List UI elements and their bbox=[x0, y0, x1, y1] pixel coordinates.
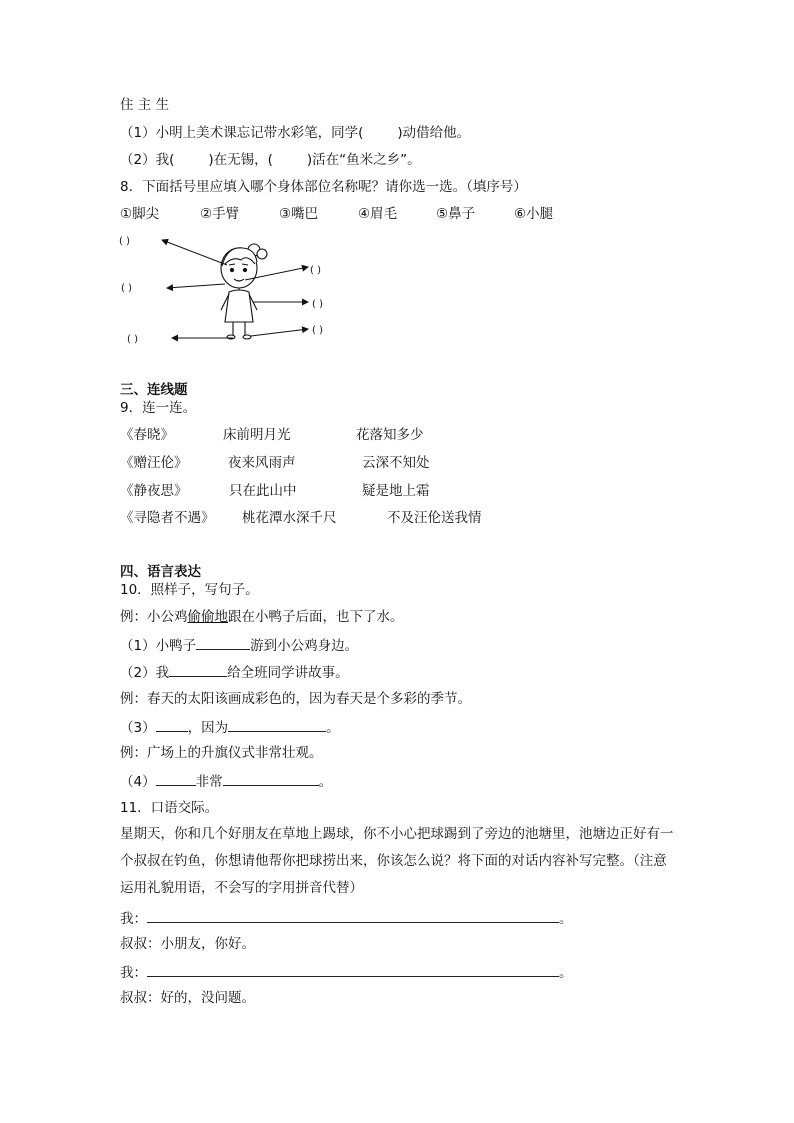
l4-text-a: （4） bbox=[120, 774, 156, 790]
second-line-3: 疑是地上霜 bbox=[362, 483, 430, 499]
bracket-1: ( ) bbox=[119, 236, 130, 247]
q7-s2-text-b: )在无锡，( bbox=[208, 152, 273, 168]
poem-title-2: 《赠汪伦》 bbox=[120, 455, 188, 471]
q8-option-5: ⑤鼻子 bbox=[436, 206, 476, 222]
q10-example-2: 例：春天的太阳该画成彩色的，因为春天是个多彩的季节。 bbox=[120, 691, 471, 707]
l3-text-a: （3） bbox=[120, 720, 156, 736]
arrow-eyebrow bbox=[162, 240, 227, 265]
l2-text-b: 给全班同学讲故事。 bbox=[227, 665, 349, 681]
bracket-6: ( ) bbox=[312, 325, 323, 336]
q9-title: 9．连一连。 bbox=[120, 400, 197, 416]
q10-line-3 bbox=[120, 717, 340, 737]
me2-label: 我： bbox=[120, 965, 147, 981]
arrow-toe bbox=[251, 329, 308, 336]
q7-s1-text-a: （1）小明上美术课忘记带水彩笔，同学( bbox=[120, 125, 364, 141]
me1-label: 我： bbox=[120, 911, 147, 927]
bracket-5: ( ) bbox=[312, 299, 323, 310]
me1-answer-line[interactable] bbox=[147, 908, 559, 923]
ex1-text-a: 例：小公鸡 bbox=[120, 609, 188, 625]
l2-text-a: （2）我 bbox=[120, 665, 170, 681]
poem-title-1: 《春晓》 bbox=[120, 427, 174, 443]
second-line-4: 不及汪伦送我情 bbox=[387, 510, 482, 526]
section-4-heading: 四、语言表达 bbox=[120, 564, 201, 580]
second-line-1: 花落知多少 bbox=[356, 427, 424, 443]
me2-answer-line[interactable] bbox=[147, 962, 559, 977]
l3-blank-1[interactable] bbox=[156, 717, 188, 732]
me2-end: 。 bbox=[559, 965, 573, 981]
q8-option-4: ④眉毛 bbox=[358, 206, 398, 222]
girl-illustration bbox=[221, 244, 267, 339]
ex1-text-b: 跟在小鸭子后面，也下了水。 bbox=[228, 609, 404, 625]
q7-sentence-1 bbox=[120, 124, 470, 142]
dialog-me-1 bbox=[120, 908, 573, 928]
arrow-arm bbox=[167, 284, 225, 288]
q7-s2-text-a: （2）我( bbox=[120, 152, 175, 168]
q10-example-1 bbox=[120, 608, 404, 626]
section-3-heading: 三、连线题 bbox=[120, 382, 188, 398]
l1-blank[interactable] bbox=[196, 635, 250, 650]
q10-title: 10．照样子，写句子。 bbox=[120, 582, 259, 598]
l1-text-b: 游到小公鸡身边。 bbox=[250, 638, 359, 654]
bracket-2: ( ) bbox=[121, 283, 132, 294]
l1-text-a: （1）小鸭子 bbox=[120, 638, 197, 654]
q11-prompt: 星期天，你和几个好朋友在草地上踢球，你不小心把球踢到了旁边的池塘里，池塘边正好有一个叔叔在钓鱼，你想请他帮你把球捞出来，你该怎么说？将下面的对话内容补写完整。（注意运用礼貌用语，不会写的字用拼音代替） bbox=[120, 826, 674, 896]
q7-word-options: 住 主 生 bbox=[120, 97, 170, 113]
dialog-uncle-1: 叔叔：小朋友，你好。 bbox=[120, 936, 255, 952]
ex1-underlined: 偷偷地 bbox=[187, 609, 228, 625]
l3-blank-2[interactable] bbox=[228, 717, 326, 732]
first-line-4: 桃花潭水深千尺 bbox=[242, 510, 337, 526]
first-line-3: 只在此山中 bbox=[229, 483, 297, 499]
l4-text-c: 。 bbox=[318, 774, 333, 790]
q11-title: 11．口语交际。 bbox=[120, 800, 219, 816]
me1-end: 。 bbox=[559, 911, 573, 927]
poem-title-4: 《寻隐者不遇》 bbox=[120, 510, 215, 526]
q10-line-1 bbox=[120, 635, 358, 655]
body-parts-figure bbox=[115, 230, 375, 350]
second-line-2: 云深不知处 bbox=[362, 455, 430, 471]
first-line-2: 夜来风雨声 bbox=[228, 455, 296, 471]
q8-option-3: ③嘴巴 bbox=[279, 206, 319, 222]
bracket-3: ( ) bbox=[127, 334, 138, 345]
q8-option-6: ⑥小腿 bbox=[514, 206, 554, 222]
q7-s1-text-b: )动借给他。 bbox=[397, 125, 471, 141]
first-line-1: 床前明月光 bbox=[223, 427, 291, 443]
q8-title: 8．下面括号里应填入哪个身体部位名称呢？请你选一选。（填序号） bbox=[120, 179, 527, 195]
q7-s2-text-c: )活在“鱼米之乡”。 bbox=[306, 152, 421, 168]
l4-blank-2[interactable] bbox=[223, 771, 319, 786]
l4-text-b: 非常 bbox=[195, 774, 223, 790]
q10-line-4 bbox=[120, 771, 332, 791]
q7-sentence-2 bbox=[120, 151, 421, 169]
bracket-4: ( ) bbox=[310, 265, 321, 276]
l3-text-b: ，因为 bbox=[187, 720, 229, 736]
dialog-me-2 bbox=[120, 962, 573, 982]
q8-option-2: ②手臂 bbox=[200, 206, 240, 222]
dialog-uncle-2: 叔叔：好的，没问题。 bbox=[120, 990, 255, 1006]
q10-line-2 bbox=[120, 662, 349, 682]
l4-blank-1[interactable] bbox=[156, 771, 196, 786]
q10-example-3: 例：广场上的升旗仪式非常壮观。 bbox=[120, 745, 323, 761]
q8-option-1: ①脚尖 bbox=[120, 206, 160, 222]
poem-title-3: 《静夜思》 bbox=[120, 483, 188, 499]
l2-blank[interactable] bbox=[169, 662, 227, 677]
l3-text-c: 。 bbox=[326, 720, 340, 736]
